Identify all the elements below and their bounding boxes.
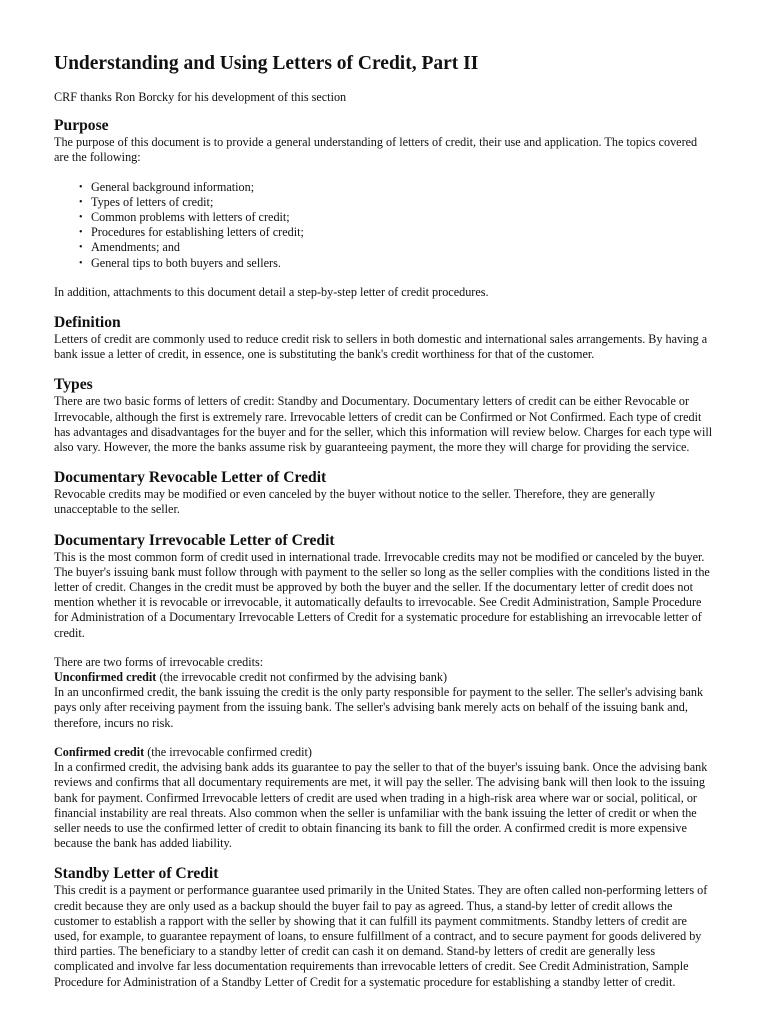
- bullet-icon: •: [79, 181, 83, 193]
- types-heading: Types: [54, 376, 93, 394]
- list-item-text: Procedures for establishing letters of credit;: [91, 225, 304, 240]
- standby-text: This credit is a payment or performance guarantee used primarily in the United States. They are often called non-performing letters of credit because they are only used as a backup should the buyer fail to pay as agreed. Thus, a stand-by letter of credit allows the customer to establish a rapport with the seller by showing that it can fulfill its payment commitments. Standby letters of credit are used, for example, to guarantee repayment of loans, to ensure fulfillment of a contract, and to secure payment for goods delivered by third parties. The beneficiary to a standby letter of credit can cash it on demand. Stand-by letters of credit are generally less complicated and involve far less documentation requirements than irrevocable letters of credit. See Credit Administration, Sample Procedure for Administration of a Standby Letter of Credit for a systematic procedure for establishing a standby letter of credit.: [54, 883, 708, 989]
- revocable-text: Revocable credits may be modified or even canceled by the buyer without notice to the seller. Therefore, they are generally unacceptable to the seller.: [54, 487, 656, 517]
- irrevocable-forms-intro: There are two forms of irrevocable credits:: [54, 654, 264, 669]
- topics-list: [54, 180, 714, 271]
- list-item-text: General tips to both buyers and sellers.: [91, 255, 281, 270]
- acknowledgement-text: CRF thanks Ron Borcky for his development of this section: [54, 90, 347, 104]
- document-page: [54, 52, 714, 990]
- bullet-icon: •: [79, 227, 83, 239]
- list-item-text: Types of letters of credit;: [91, 194, 214, 209]
- list-item: [79, 255, 714, 271]
- list-item: [79, 179, 714, 195]
- bullet-icon: •: [79, 257, 83, 269]
- unconfirmed-label: Unconfirmed credit: [54, 670, 157, 685]
- bullet-icon: •: [79, 196, 83, 208]
- list-item: [79, 194, 714, 210]
- unconfirmed-note: (the irrevocable credit not confirmed by the advising bank): [156, 670, 448, 685]
- confirmed-title: [54, 745, 714, 760]
- definition-text: Letters of credit are commonly used to reduce credit risk to sellers in both domestic and international sales arrangements. By having a bank issue a letter of credit, in essence, one is substituting the bank's credit worthiness for that of the customer.: [54, 332, 708, 362]
- types-text: There are two basic forms of letters of credit: Standby and Documentary. Documentary letters of credit can be either Revocable or Irrevocable, although the first is extremely rare. Irrevocable letters of credit can be Confirmed or Not Confirmed. Each type of credit has advantages and disadvantages for the buyer and for the seller, which this information will review below. Charges for each type will also vary. However, the more the banks assume risk by guaranteeing payment, the more they will charge for providing the service.: [54, 394, 713, 455]
- list-item-text: General background information;: [91, 179, 255, 194]
- bullet-icon: •: [79, 212, 83, 224]
- definition-heading: Definition: [54, 314, 121, 332]
- unconfirmed-text: In an unconfirmed credit, the bank issuing the credit is the only party responsible for payment to the seller. The seller's advising bank pays only after receiving payment from the issuing bank. The seller's advising bank merely acts on behalf of the issuing bank and, therefore, incurs no risk.: [54, 685, 704, 730]
- list-item: [79, 225, 714, 240]
- standby-heading: Standby Letter of Credit: [54, 865, 219, 883]
- document-title: Understanding and Using Letters of Credit, Part II: [54, 53, 479, 74]
- irrevocable-heading: Documentary Irrevocable Letter of Credit: [54, 531, 335, 549]
- confirmed-text: In a confirmed credit, the advising bank adds its guarantee to pay the seller to that of the buyer's issuing bank. Once the advising bank reviews and confirms that all documentary requirements are met, it will pay the seller. The advising bank will then look to the issuing bank for payment. Confirmed Irrevocable letters of credit are used when trading in a high-risk area where war or social, political, or financial instability are real threats. Also common when the seller is unfamiliar with the bank issuing the letter of credit or when the seller needs to use the confirmed letter of credit to obtain financing its bank to fill the order. A confirmed credit is more expensive because the bank has added liability.: [54, 760, 708, 851]
- irrevocable-text: This is the most common form of credit used in international trade. Irrevocable credits may not be modified or canceled by the buyer. The buyer's issuing bank must follow through with payment to the seller so long as the seller complies with the conditions listed in the letter of credit. Changes in the credit must be approved by both the buyer and the seller. If the documentary letter of credit does not mention whether it is revocable or irrevocable, it automatically defaults to irrevocable. See Credit Administration, Sample Procedure for Administration of a Documentary Irrevocable Letters of Credit for a systematic procedure for establishing an irrevocable letter of credit.: [54, 549, 710, 640]
- confirmed-note: (the irrevocable confirmed credit): [144, 744, 312, 759]
- list-item: [79, 210, 714, 225]
- purpose-intro: The purpose of this document is to provide a general understanding of letters of credit, their use and application. The topics covered are the following:: [54, 135, 698, 165]
- purpose-outro: In addition, attachments to this document detail a step-by-step letter of credit procedures.: [54, 284, 489, 299]
- list-item-text: Amendments; and: [91, 240, 181, 255]
- unconfirmed-title: [54, 670, 714, 685]
- bullet-icon: •: [79, 242, 83, 254]
- list-item-text: Common problems with letters of credit;: [91, 210, 290, 225]
- confirmed-label: Confirmed credit: [54, 744, 145, 759]
- revocable-heading: Documentary Revocable Letter of Credit: [54, 469, 327, 487]
- list-item: [79, 240, 714, 255]
- purpose-heading: Purpose: [54, 117, 109, 135]
